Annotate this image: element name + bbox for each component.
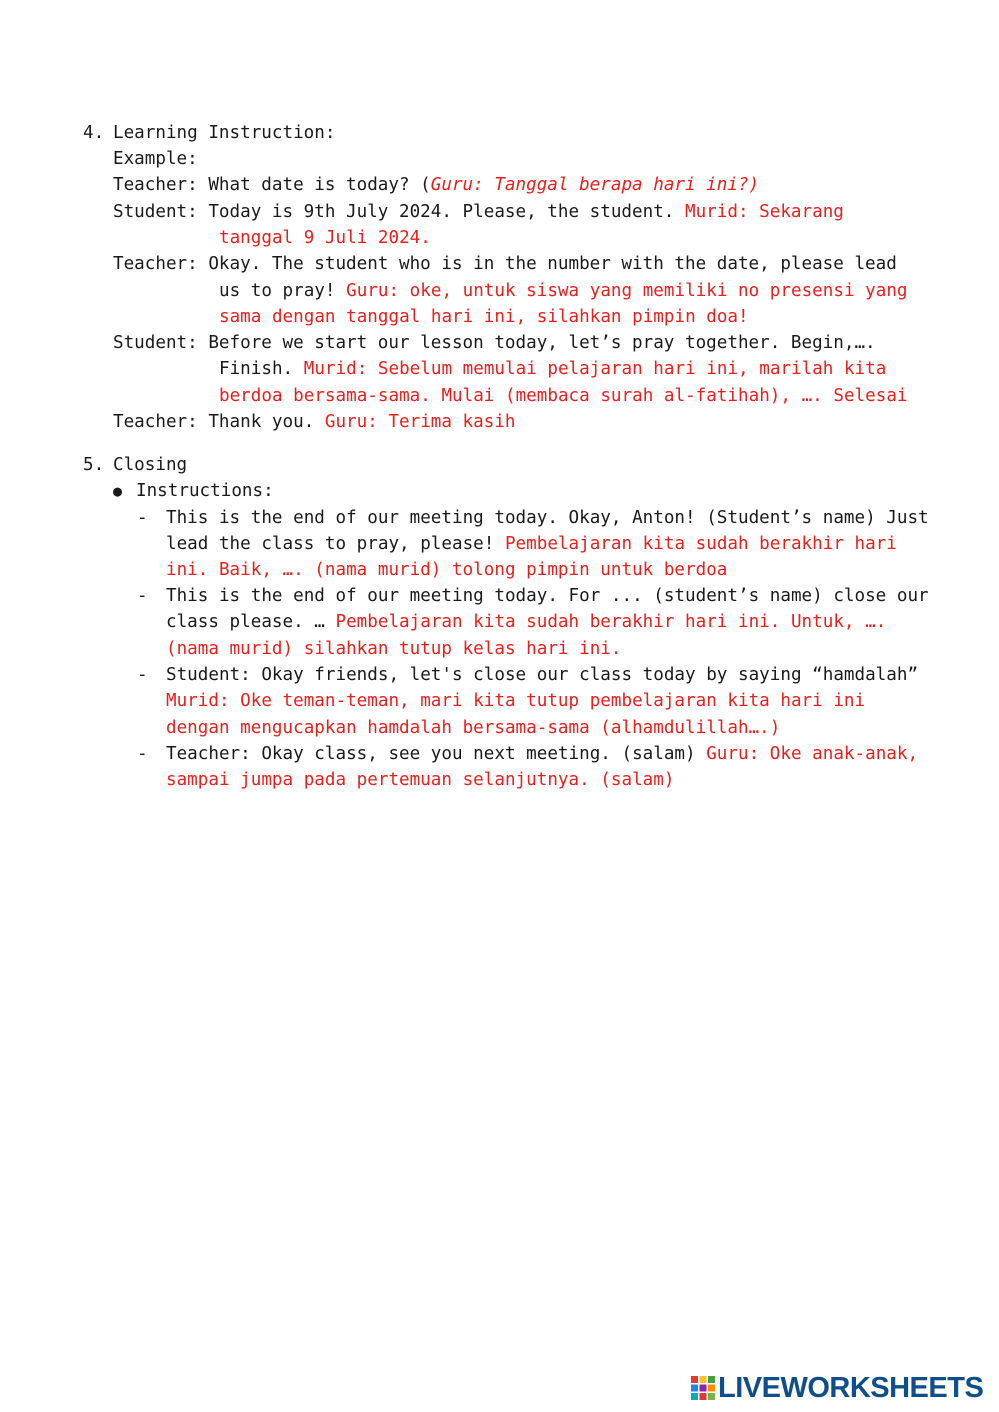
translation-text: tanggal 9 Juli 2024.	[219, 228, 431, 248]
dash-icon: -	[137, 508, 148, 528]
english-text: Teacher: Okay class, see you next meeting. (salam)	[166, 744, 707, 764]
liveworksheets-logo[interactable]	[690, 1373, 983, 1403]
dash-icon: -	[137, 744, 148, 764]
dialogue-line-4: Student: Before we start our lesson today, let’s pray together. Begin,….	[113, 333, 876, 353]
dialogue-line-2	[113, 199, 844, 225]
dialogue-line-4-cont	[219, 356, 886, 382]
instruction-item-2-cont	[166, 609, 886, 635]
dash-icon: -	[137, 586, 148, 606]
dialogue-line-1	[113, 172, 759, 198]
english-text: Teacher: What date is today? (	[113, 175, 431, 195]
english-text: us to pray!	[219, 281, 347, 301]
english-text: class please. …	[166, 612, 336, 632]
translation-text: Pembelajaran kita sudah berakhir hari ini. Untuk, ….	[335, 612, 887, 632]
bullet-icon: ●	[113, 482, 123, 500]
dash-icon: -	[137, 665, 148, 685]
list-number-5: 5.	[83, 455, 105, 475]
translation-text: (nama murid) silahkan tutup kelas hari ini.	[166, 639, 622, 659]
dialogue-line-3-cont	[219, 278, 908, 304]
dialogue-line-5	[113, 409, 516, 435]
translation-text: sampai jumpa pada pertemuan selanjutnya. (salam)	[166, 770, 675, 790]
instruction-item-1: This is the end of our meeting today. Okay, Anton! (Student’s name) Just	[166, 508, 929, 528]
section-5-title: Closing	[113, 455, 188, 475]
english-text: Finish.	[219, 359, 304, 379]
section-4-title: Learning Instruction:	[113, 123, 336, 143]
dialogue-line-3: Teacher: Okay. The student who is in the number with the date, please lead	[113, 254, 897, 274]
example-label: Example:	[113, 149, 198, 169]
english-text: Student: Today is 9th July 2024. Please, the student.	[113, 202, 685, 222]
translation-text: Murid: Sebelum memulai pelajaran hari ini, marilah kita	[303, 359, 887, 379]
list-number-4: 4.	[83, 123, 105, 143]
instruction-item-2: This is the end of our meeting today. For ... (student’s name) close our	[166, 586, 929, 606]
translation-text: Guru: Tanggal berapa hari ini?)	[430, 175, 760, 195]
logo-text: LIVEWORKSHEETS	[718, 1372, 984, 1404]
translation-text: Pembelajaran kita sudah berakhir hari	[504, 534, 897, 554]
liveworksheets-logo-icon	[690, 1375, 716, 1401]
translation-text: berdoa bersama-sama. Mulai (membaca surah al-fatihah), …. Selesai	[219, 386, 908, 406]
instructions-label: Instructions:	[136, 481, 274, 501]
english-text: lead the class to pray, please!	[166, 534, 505, 554]
translation-text: ini. Baik, …. (nama murid) tolong pimpin untuk berdoa	[166, 560, 728, 580]
instruction-item-4	[166, 741, 918, 767]
translation-text: sama dengan tanggal hari ini, silahkan pimpin doa!	[219, 307, 749, 327]
translation-text: dengan mengucapkan hamdalah bersama-sama (alhamdulillah….)	[166, 718, 781, 738]
translation-text: Murid: Oke teman-teman, mari kita tutup pembelajaran kita hari ini	[166, 691, 866, 711]
translation-text: Guru: Oke anak-anak,	[706, 744, 919, 764]
instruction-item-3: Student: Okay friends, let's close our class today by saying “hamdalah”	[166, 665, 919, 685]
instruction-item-1-cont	[166, 531, 897, 557]
translation-text: Murid: Sekarang	[685, 202, 844, 222]
translation-text: Guru: oke, untuk siswa yang memiliki no presensi yang	[346, 281, 908, 301]
translation-text: Guru: Terima kasih	[324, 412, 516, 432]
english-text: Teacher: Thank you.	[113, 412, 325, 432]
